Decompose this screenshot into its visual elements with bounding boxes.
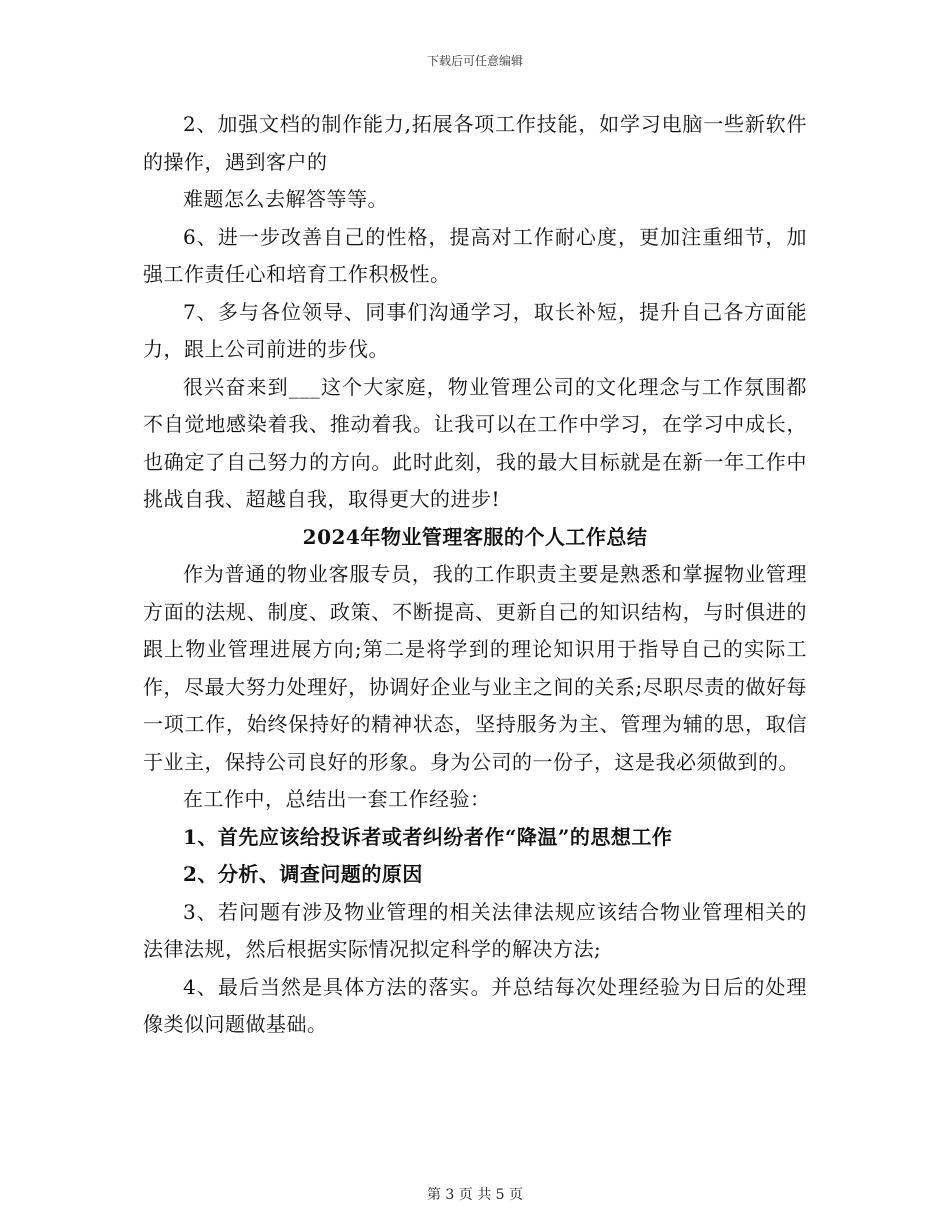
paragraph-item-2: 2、加强文档的制作能力,拓展各项工作技能，如学习电脑一些新软件的操作，遇到客户的 — [143, 112, 807, 174]
section-title: 2024年物业管理客服的个人工作总结 — [302, 524, 648, 549]
document-body — [143, 106, 807, 1044]
paragraph-experience-4: 4、最后当然是具体方法的落实。并总结每次处理经验为日后的处理像类似问题做基础。 — [143, 974, 807, 1036]
paragraph-experience-1: 1、首先应该给投诉者或者纠纷者作“降温”的思想工作 — [183, 824, 673, 849]
paragraph-experience-2: 2、分析、调查问题的原因 — [183, 862, 423, 886]
paragraph-duties: 作为普通的物业客服专员，我的工作职责主要是熟悉和掌握物业管理方面的法规、制度、政策、不断提高、更新自己的知识结构，与时俱进的跟上物业管理进展方向;第二是将学到的理论知识用于指导自己的实际工作，尽最大努力处理好，协调好企业与业主之间的关系;尽职尽责的做好每一项工作，始终保持好的精神状态，坚持服务为主、管理为辅的思，取信于业主，保持公司良好的形象。身为公司的一份子，这是我必须做到的。 — [143, 562, 807, 774]
paragraph-item-6: 6、进一步改善自己的性格，提高对工作耐心度，更加注重细节，加强工作责任心和培育工作积极性。 — [143, 224, 807, 286]
paragraph-closing: 很兴奋来到___这个大家庭，物业管理公司的文化理念与工作氛围都不自觉地感染着我、推动着我。让我可以在工作中学习，在学习中成长，也确定了自己努力的方向。此时此刻，我的最大目标就是在新一年工作中挑战自我、超越自我，取得更大的进步! — [143, 374, 807, 511]
paragraph-experience-3: 3、若问题有涉及物业管理的相关法律法规应该结合物业管理相关的法律法规，然后根据实际情况拟定科学的解决方法; — [143, 899, 807, 961]
paragraph-continuation: 难题怎么去解答等等。 — [183, 187, 388, 211]
page-number: 第 3 页 共 5 页 — [426, 1187, 524, 1203]
header-note: 下载后可任意编辑 — [426, 54, 523, 68]
paragraph-item-7: 7、多与各位领导、同事们沟通学习，取长补短，提升自己各方面能力，跟上公司前进的步伐。 — [143, 299, 807, 361]
paragraph-experience-intro: 在工作中，总结出一套工作经验： — [183, 787, 491, 811]
